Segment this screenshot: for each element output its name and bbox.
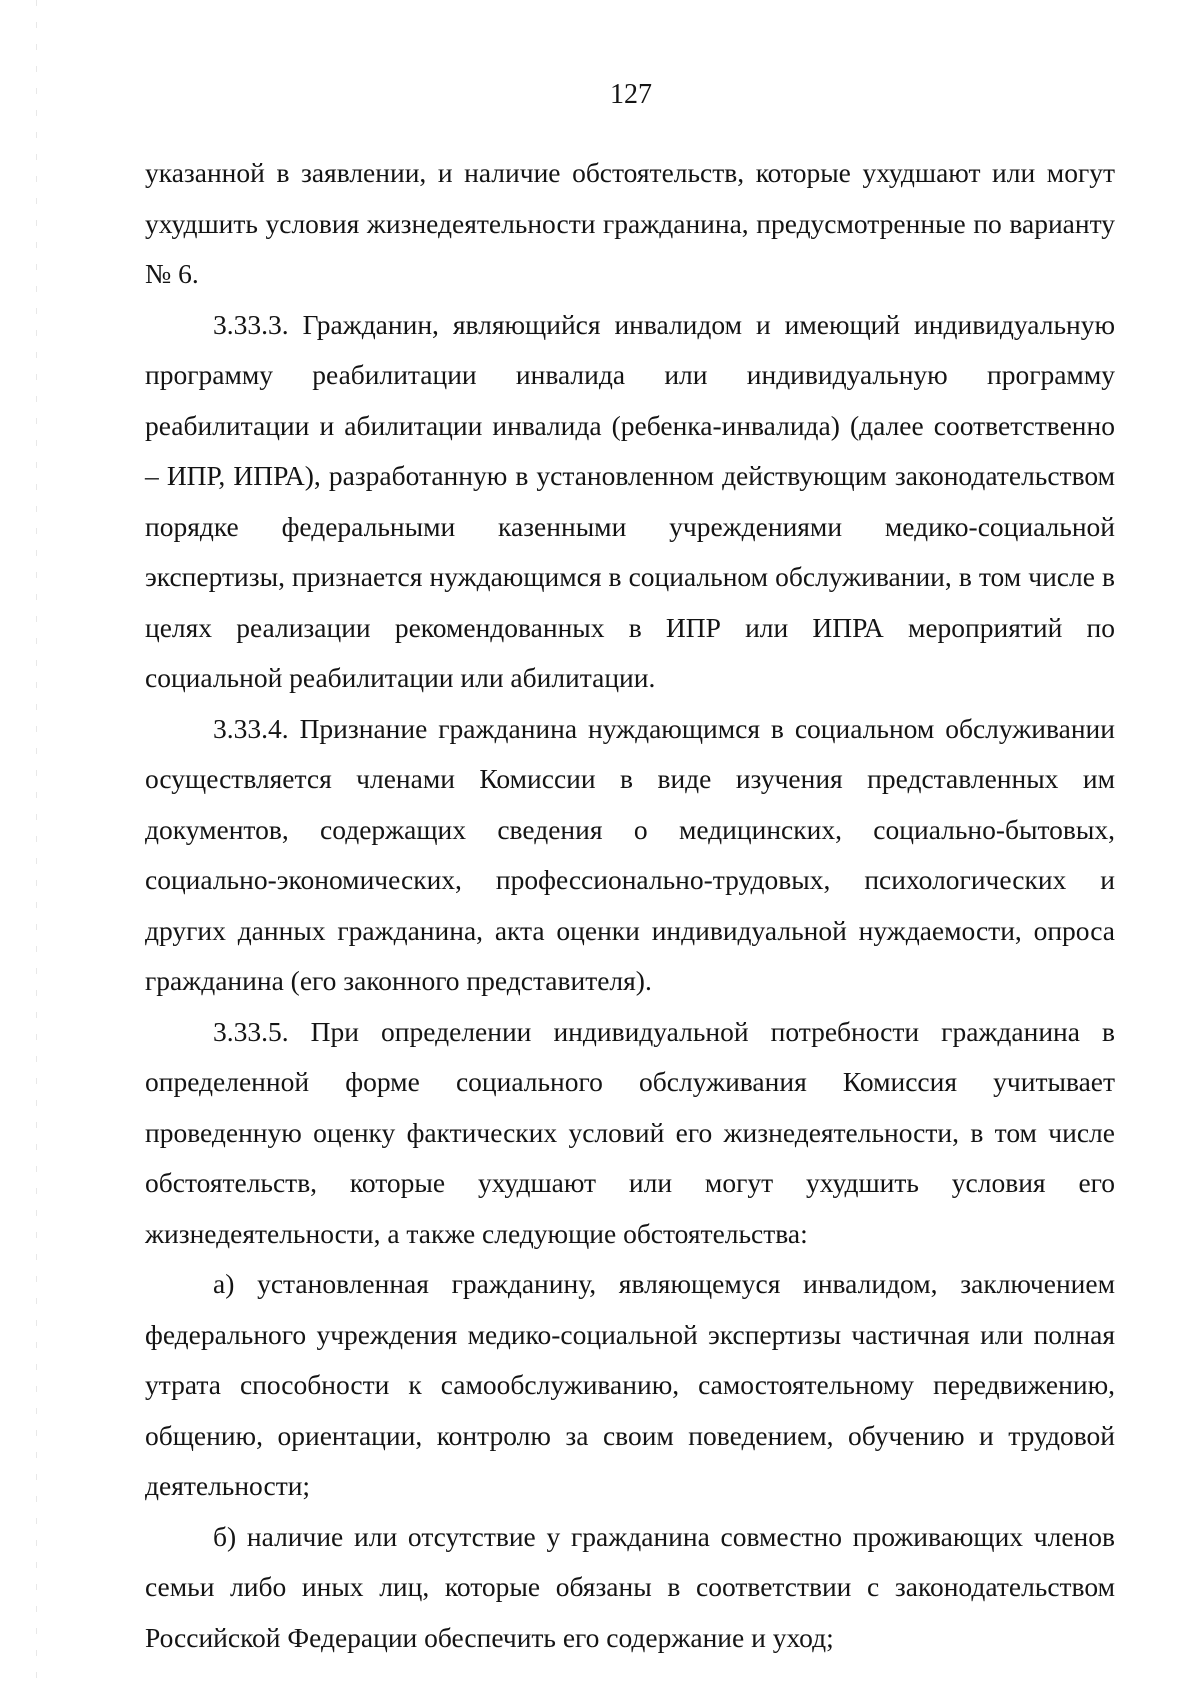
list-item-b: б) наличие или отсутствие у гражданина совместно проживающих членов семьи либо иных лиц, которые обязаны в соответствии с законодательством Российской Федерации обеспечить его содержание и уход; [145,1520,1115,1653]
scan-edge-artifact [36,0,37,1685]
paragraph-3-33-3: 3.33.3. Гражданин, являющийся инвалидом и имеющий индивидуальную программу реабилитации инвалида или индивидуальную программу реабилитации и абилитации инвалида (ребенка-инвалида) (далее соответственно – ИПР, ИПРА), разработанную в установленном действующим законодательством порядке федеральными казенными учреждениями медико-социальной экспертизы, признается нуждающимся в социальном обслуживании, в том числе в целях реализации рекомендованных в ИПР или ИПРА мероприятий по социальной реабилитации или абилитации. [145,308,1115,693]
paragraph-3-33-5: 3.33.5. При определении индивидуальной потребности гражданина в определенной форме социального обслуживания Комиссия учитывает проведенную оценку фактических условий его жизнедеятельности, в том числе обстоятельств, которые ухудшают или могут ухудшить условия его жизнедеятельности, а также следующие обстоятельства: [145,1015,1115,1249]
paragraph-3-33-4: 3.33.4. Признание гражданина нуждающимся в социальном обслуживании осуществляется членами Комиссии в виде изучения представленных им документов, содержащих сведения о медицинских, социально-бытовых, социально-экономических, профессионально-трудовых, психологических и других данных гражданина, акта оценки индивидуальной нуждаемости, опроса гражданина (его законного представителя). [145,712,1115,996]
list-item-a: а) установленная гражданину, являющемуся инвалидом, заключением федерального учреждения медико-социальной экспертизы частичная или полная утрата способности к самообслуживанию, самостоятельному передвижению, общению, ориентации, контролю за своим поведением, обучению и трудовой деятельности; [145,1268,1115,1501]
page-number: 127 [610,79,652,110]
paragraph-continuation: указанной в заявлении, и наличие обстоятельств, которые ухудшают или могут ухудшить условия жизнедеятельности гражданина, предусмотренные по варианту № 6. [145,157,1115,289]
document-body [145,148,1115,1663]
